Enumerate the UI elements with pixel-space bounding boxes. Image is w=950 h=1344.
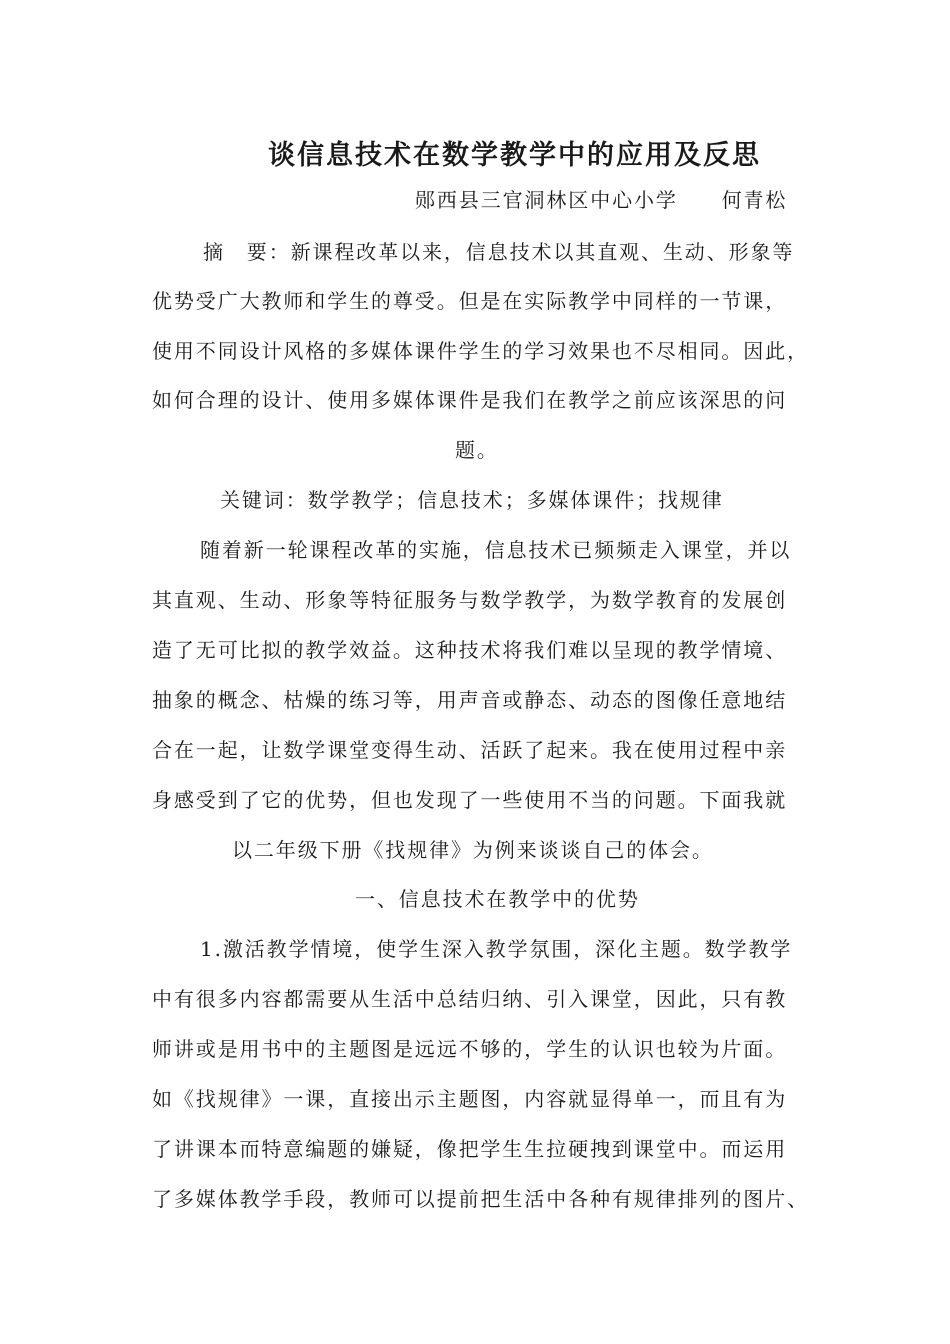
body-line: 其直观、生动、形象等特征服务与数学教学，为数学教育的发展创 bbox=[152, 588, 788, 612]
body-line: 了讲课本而特意编题的嫌疑，像把学生生拉硬拽到课堂中。而运用 bbox=[152, 1137, 788, 1161]
abstract-line: 如何合理的设计、使用多媒体课件是我们在教学之前应该深思的问 bbox=[152, 388, 788, 412]
body-line: 抽象的概念、枯燥的练习等，用声音或静态、动态的图像任意地结 bbox=[152, 688, 788, 712]
body-line: 造了无可比拟的教学效益。这种技术将我们难以呈现的教学情境、 bbox=[152, 638, 788, 662]
body-line: 师讲或是用书中的主题图是远远不够的，学生的认识也较为片面。 bbox=[152, 1037, 788, 1061]
author-line: 郧西县三官洞林区中心小学 何青松 bbox=[415, 188, 788, 212]
body-line: 中有很多内容都需要从生活中总结归纳、引入课堂，因此，只有教 bbox=[152, 987, 788, 1011]
body-line: 以二年级下册《找规律》为例来谈谈自己的体会。 bbox=[232, 838, 714, 862]
abstract-line: 优势受广大教师和学生的尊受。但是在实际教学中同样的一节课， bbox=[152, 289, 788, 313]
body-line: 随着新一轮课程改革的实施，信息技术已频频走入课堂，并以 bbox=[200, 538, 792, 562]
body-line: 了多媒体教学手段，教师可以提前把生活中各种有规律排列的图片、 bbox=[152, 1187, 809, 1211]
body-line: 合在一起，让数学课堂变得生动、活跃了起来。我在使用过程中亲 bbox=[152, 738, 788, 762]
body-line: 身感受到了它的优势，但也发现了一些使用不当的问题。下面我就 bbox=[152, 788, 788, 812]
abstract-line: 使用不同设计风格的多媒体课件学生的学习效果也不尽相同。因此， bbox=[152, 339, 809, 363]
section-heading: 一、信息技术在教学中的优势 bbox=[355, 887, 640, 911]
body-line: 1.激活教学情境，使学生深入教学氛围，深化主题。数学教学 bbox=[200, 937, 793, 961]
keywords-line: 关键词：数学教学；信息技术；多媒体课件；找规律 bbox=[220, 488, 724, 512]
body-line: 如《找规律》一课，直接出示主题图，内容就显得单一，而且有为 bbox=[152, 1087, 788, 1111]
abstract-line: 摘 要：新课程改革以来，信息技术以其直观、生动、形象等 bbox=[203, 240, 795, 264]
document-title: 谈信息技术在数学教学中的应用及反思 bbox=[268, 140, 761, 171]
abstract-line: 题。 bbox=[455, 438, 499, 462]
